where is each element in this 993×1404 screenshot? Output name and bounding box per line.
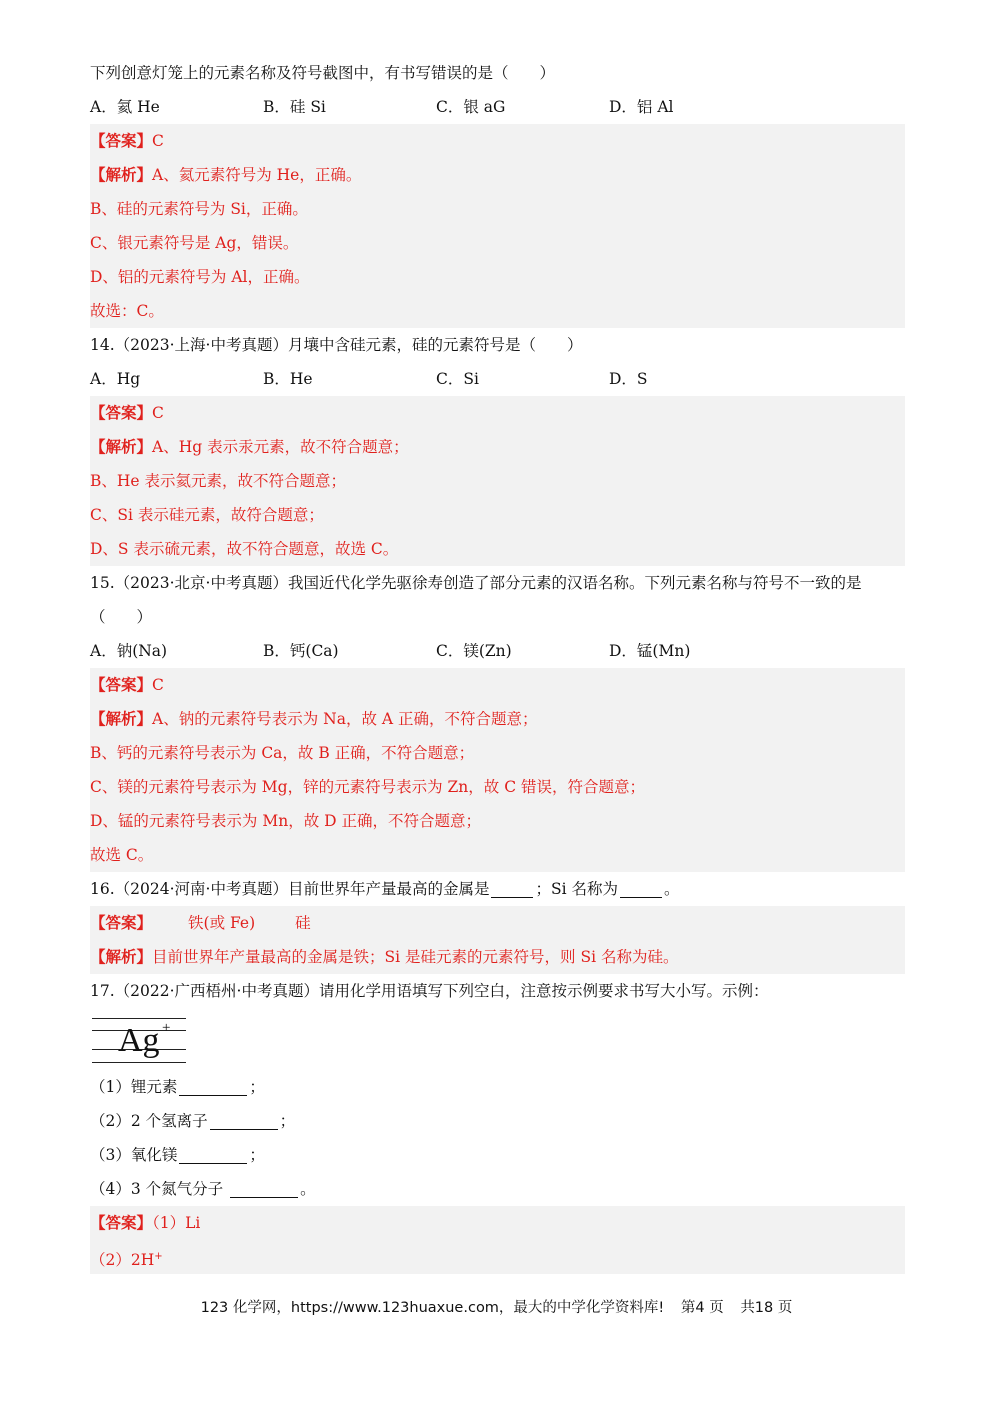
q13-analysis-line: 故选：C。 [90, 302, 164, 320]
analysis-tag: 【解析】 [90, 437, 153, 456]
q17-item-label: （4）3 个氮气分子 [90, 1180, 229, 1198]
q17-item-suffix: ； [279, 1112, 296, 1130]
q16-analysis: 目前世界年产量最高的金属是铁；Si 是硅元素的元素符号，则 Si 名称为硅。 [152, 948, 679, 966]
q14-analysis-line: D、S 表示硫元素，故不符合题意，故选 C。 [90, 540, 399, 558]
q17-answer-line: （1）Li [152, 1214, 201, 1232]
answer-tag: 【答案】 [90, 913, 153, 932]
q15-analysis-line: 故选 C。 [90, 846, 154, 864]
q16-answer-block [90, 906, 905, 974]
q17-item-suffix: ； [249, 1078, 265, 1096]
q16-blank-2[interactable] [620, 877, 662, 898]
q14-analysis-line: A、Hg 表示汞元素，故不符合题意； [152, 438, 409, 456]
q17-blank[interactable] [230, 1177, 298, 1198]
sample-image [92, 1016, 186, 1064]
q13-answer: C [152, 132, 164, 150]
q14-option-c: C．Si [436, 370, 479, 388]
q13-options [90, 90, 905, 124]
q17-item-label: （2）2 个氢离子 [90, 1112, 208, 1130]
q17-item [90, 1070, 905, 1104]
q15-option-c: C．镁(Zn) [436, 642, 512, 660]
q15-analysis-line: D、锰的元素符号表示为 Mn，故 D 正确，不符合题意； [90, 812, 481, 830]
q17-item [90, 1104, 905, 1138]
answer-tag: 【答案】 [90, 131, 153, 150]
q14-analysis-line: B、He 表示氦元素，故不符合题意； [90, 472, 347, 490]
answer-tag: 【答案】 [90, 1213, 153, 1232]
q13-option-a: A．氦 He [90, 98, 160, 116]
page-footer [0, 1296, 993, 1317]
analysis-tag: 【解析】 [90, 947, 153, 966]
q16-answer-1: 铁(或 Fe) [188, 914, 256, 932]
q17-answer-charge: + [154, 1251, 163, 1262]
q17-item [90, 1172, 905, 1206]
q15-analysis-line: A、钠的元素符号表示为 Na，故 A 正确，不符合题意； [152, 710, 538, 728]
q14-analysis-line: C、Si 表示硅元素，故符合题意； [90, 506, 324, 524]
q14-answer-block [90, 396, 905, 566]
q14-option-a: A．Hg [90, 370, 141, 388]
q17-item-suffix: ； [249, 1146, 265, 1164]
q15-analysis-line: C、镁的元素符号表示为 Mg，锌的元素符号表示为 Zn，故 C 错误，符合题意； [90, 778, 645, 796]
sample-rule [92, 1018, 186, 1019]
answer-tag: 【答案】 [90, 675, 153, 694]
q15-option-b: B．钙(Ca) [263, 642, 339, 660]
q14-stem: 14.（2023·上海·中考真题）月壤中含硅元素，硅的元素符号是（ ） [90, 336, 583, 354]
q15-analysis-line: B、钙的元素符号表示为 Ca，故 B 正确，不符合题意； [90, 744, 475, 762]
q13-analysis-line: B、硅的元素符号为 Si，正确。 [90, 200, 308, 218]
q14-answer: C [152, 404, 164, 422]
q15-stem: 15.（2023·北京·中考真题）我国近代化学先驱徐寿创造了部分元素的汉语名称。下列元素名称与符号不一致的是（ ） [90, 574, 862, 626]
q13-option-b: B．硅 Si [263, 98, 326, 116]
q13-analysis-line: D、铝的元素符号为 Al，正确。 [90, 268, 310, 286]
q17-item-suffix: 。 [300, 1180, 316, 1198]
q13-option-c: C．银 aG [436, 98, 506, 116]
q15-answer: C [152, 676, 164, 694]
sample-rule [92, 1062, 186, 1063]
q14-option-b: B．He [263, 370, 313, 388]
q15-options [90, 634, 905, 668]
q14-options [90, 362, 905, 396]
q17-blank[interactable] [179, 1075, 247, 1096]
analysis-tag: 【解析】 [90, 165, 153, 184]
q16-blank-1[interactable] [491, 877, 533, 898]
analysis-tag: 【解析】 [90, 709, 153, 728]
q17-stem: 17.（2022·广西梧州·中考真题）请用化学用语填写下列空白，注意按示例要求书写大小写。示例： [90, 982, 769, 1000]
q15-option-d: D．锰(Mn) [609, 642, 691, 660]
document-page [90, 56, 905, 1274]
q15-answer-block [90, 668, 905, 872]
q17-blank[interactable] [179, 1143, 247, 1164]
sample-symbol: Ag [118, 1022, 160, 1059]
q16-stem-part1: 16.（2024·河南·中考真题）目前世界年产量最高的金属是 [90, 880, 490, 898]
q17-answer-block [90, 1206, 905, 1274]
q15-option-a: A．钠(Na) [90, 642, 168, 660]
q16-answer-2: 硅 [295, 914, 311, 932]
footer-page-number: 第4 页 [680, 1300, 724, 1316]
q17-item-label: （3）氧化镁 [90, 1146, 178, 1164]
q17-answer-line: （2）2H [90, 1251, 155, 1270]
q17-blank[interactable] [210, 1109, 278, 1130]
q13-analysis-line: C、银元素符号是 Ag，错误。 [90, 234, 299, 252]
q16-stem-part3: 。 [663, 880, 680, 898]
q13-answer-block [90, 124, 905, 328]
q13-option-d: D．铝 Al [609, 98, 674, 116]
sample-charge: + [162, 1020, 171, 1036]
q16-stem-part2: ；Si 名称为 [535, 880, 618, 898]
answer-tag: 【答案】 [90, 403, 153, 422]
q14-option-d: D．S [609, 370, 648, 388]
q17-item [90, 1138, 905, 1172]
q13-stem: 下列创意灯笼上的元素名称及符号截图中，有书写错误的是（ ） [90, 64, 556, 82]
q13-analysis-line: A、氦元素符号为 He，正确。 [152, 166, 362, 184]
q17-item-label: （1）锂元素 [90, 1078, 178, 1096]
footer-site: 123 化学网，https://www.123huaxue.com，最大的中学化学资料库! [200, 1300, 665, 1316]
footer-total-pages: 共18 页 [740, 1300, 793, 1316]
q16-stem [90, 872, 905, 906]
